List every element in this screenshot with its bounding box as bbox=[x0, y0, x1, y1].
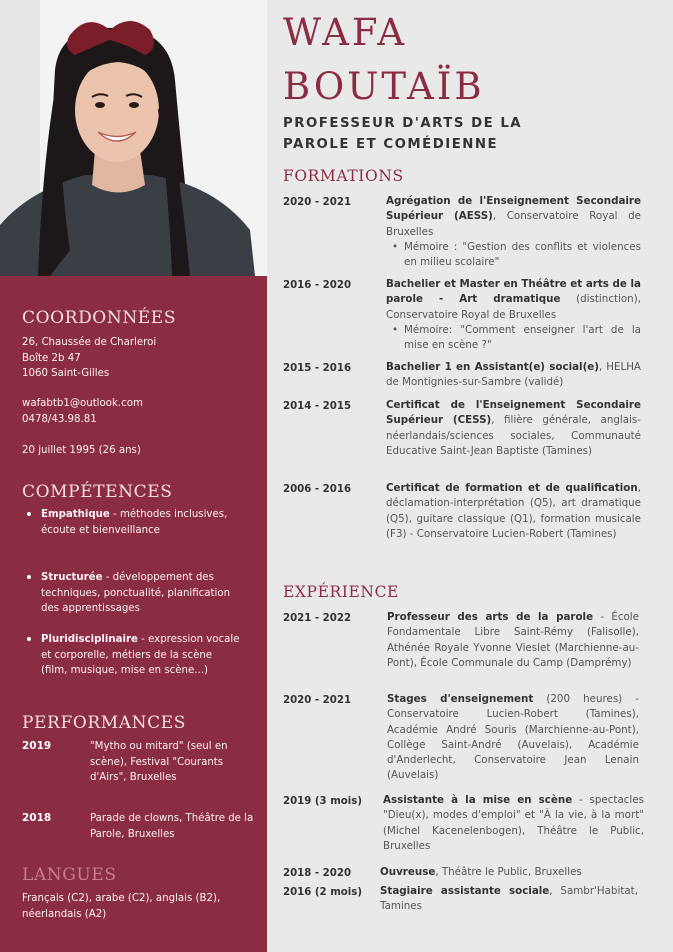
formation-years: 2015 - 2016 bbox=[283, 363, 352, 374]
formation-detail: , Conservatoire Royal de Bruxelles bbox=[386, 210, 641, 238]
skill-desc: - développement des techniques, ponctualité, planification des apprentissages bbox=[41, 572, 231, 614]
skill-desc: - expression vocale et corporelle, métiers de la scène (film, musique, mise en scène...) bbox=[41, 634, 240, 676]
skill-desc: - méthodes inclusives, écoute et bienveillance bbox=[41, 509, 228, 536]
formation-note: • Mémoire : "Gestion des conflits et violences en milieu scolaire" bbox=[386, 240, 641, 271]
langues-heading: LANGUES bbox=[22, 865, 117, 885]
experience-title: Ouvreuse bbox=[380, 866, 436, 878]
experience-entry bbox=[387, 610, 639, 671]
formation-years: 2016 - 2020 bbox=[283, 280, 352, 291]
formation-title: Bachelier et Master en Théâtre et arts de la parole - Art dramatique bbox=[386, 278, 641, 306]
performance-year: 2018 bbox=[22, 812, 52, 824]
sidebar bbox=[0, 276, 267, 952]
performance-text: "Mytho ou mitard" (seul en scène), Festival "Courants d'Airs", Bruxelles bbox=[90, 741, 228, 783]
experience-years: 2020 - 2021 bbox=[283, 695, 352, 706]
job-title: PROFESSEUR D'ARTS DE LA PAROLE ET COMÉDIENNE bbox=[283, 116, 523, 152]
experience-title: Professeur des arts de la parole bbox=[387, 611, 594, 623]
skill-name: Empathique bbox=[41, 509, 110, 520]
experience-detail: - spectacles "Dieu(x), modes d'emploi" et "À la vie, à la mort" (Michel Kacenelenbogen), Théâtre le Public, Bruxelles bbox=[383, 794, 644, 852]
experience-title: Assistante à la mise en scène bbox=[383, 794, 573, 806]
first-name: WAFA bbox=[283, 11, 408, 54]
formation-years: 2020 - 2021 bbox=[283, 197, 352, 208]
portrait-photo bbox=[0, 0, 267, 276]
formation-title: Certificat de formation et de qualification bbox=[386, 482, 638, 494]
formation-title: Agrégation de l'Enseignement Secondaire Supérieur (AESS) bbox=[386, 195, 641, 223]
experience-detail: (200 heures) - Conservatoire Lucien-Robert (Tamines), Académie André Souris (Marchienne-au-Pont), Collège Saint-André (Auvelais), Académie d'Anderlecht, Conservatoire Jean Lenain (Auvelais) bbox=[387, 693, 639, 782]
bullet-icon bbox=[27, 637, 31, 641]
birth-date: 20 juillet 1995 (26 ans) bbox=[22, 445, 141, 456]
performances-heading: PERFORMANCES bbox=[22, 713, 187, 733]
experience-entry bbox=[380, 865, 644, 880]
experience-entry bbox=[380, 884, 638, 915]
address-line: Boîte 2b 47 bbox=[22, 352, 81, 364]
experience-detail: , Sambr'Habitat, Tamines bbox=[380, 885, 638, 913]
coordonnees-heading: COORDONNÉES bbox=[22, 308, 177, 328]
formation-entry bbox=[386, 481, 641, 542]
formation-title: Bachelier 1 en Assistant(e) social(e) bbox=[386, 361, 599, 373]
formation-years: 2014 - 2015 bbox=[283, 401, 352, 412]
experience-detail: , Théâtre le Public, Bruxelles bbox=[435, 866, 582, 878]
experience-detail: - École Fondamentale Libre Saint-Rémy (Falisolle), Athénée Royale Yvonne Vieslet (Marchienne-au-Pont), École Communale du Camp (Damprémy) bbox=[387, 611, 639, 669]
experience-title: Stagiaire assistante sociale bbox=[380, 885, 550, 897]
address-line: 1060 Saint-Gilles bbox=[22, 368, 110, 379]
formation-entry bbox=[386, 360, 641, 391]
formation-entry bbox=[386, 398, 641, 459]
formation-note: • Mémoire: "Comment enseigner l'art de la mise en scène ?" bbox=[386, 323, 641, 354]
phone[interactable]: 0478/43.98.81 bbox=[22, 414, 97, 425]
performance-text: Parade de clowns, Théâtre de la Parole, Bruxelles bbox=[90, 813, 254, 840]
formation-entry bbox=[386, 277, 641, 353]
formation-detail: (distinction), Conservatoire Royal de Bruxelles bbox=[386, 293, 641, 321]
address-line: 26, Chaussée de Charleroi bbox=[22, 337, 157, 348]
experience-years: 2018 - 2020 bbox=[283, 868, 352, 879]
experience-entry bbox=[387, 692, 639, 784]
email[interactable]: wafabtb1@outlook.com bbox=[22, 398, 143, 409]
last-name: BOUTAÏB bbox=[283, 65, 485, 108]
formation-detail: , filière générale, anglais-néerlandais/sciences sociales, Communauté Educative Saint-Jean Baptiste (Tamines) bbox=[386, 414, 641, 457]
competences-heading: COMPÉTENCES bbox=[22, 482, 173, 502]
bullet-icon bbox=[27, 512, 31, 516]
experience-years: 2019 (3 mois) bbox=[283, 796, 363, 807]
experience-entry bbox=[383, 793, 644, 854]
bullet-icon bbox=[27, 575, 31, 579]
experience-title: Stages d'enseignement bbox=[387, 693, 534, 705]
performance-year: 2019 bbox=[22, 740, 52, 752]
skill-name: Structurée bbox=[41, 572, 103, 583]
formations-heading: FORMATIONS bbox=[283, 167, 404, 185]
formation-years: 2006 - 2016 bbox=[283, 484, 352, 495]
experience-heading: EXPÉRIENCE bbox=[283, 583, 399, 601]
formation-detail: , déclamation-interprétation (Q5), art dramatique (Q5), guitare classique (Q1), formation musicale (F3) - Conservatoire Lucien-Robert (Tamines) bbox=[386, 482, 641, 540]
experience-years: 2021 - 2022 bbox=[283, 613, 352, 624]
formation-entry bbox=[386, 194, 641, 270]
skill-name: Pluridisciplinaire bbox=[41, 634, 138, 645]
formation-detail: , HELHA de Montignies-sur-Sambre (validé) bbox=[386, 361, 641, 389]
experience-years: 2016 (2 mois) bbox=[283, 887, 363, 898]
formation-title: Certificat de l'Enseignement Secondaire Supérieur (CESS) bbox=[386, 399, 641, 427]
address bbox=[22, 335, 252, 382]
langues-text: Français (C2), arabe (C2), anglais (B2), néerlandais (A2) bbox=[22, 893, 221, 920]
